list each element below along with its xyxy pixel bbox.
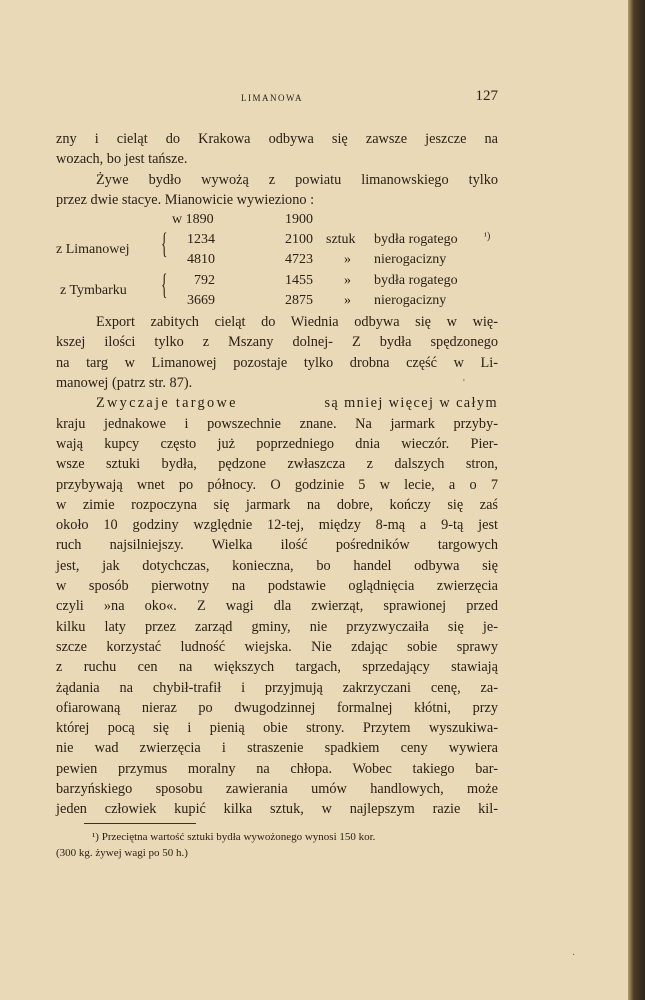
text-line: czyli »na oko«. Z wagi dla zwierząt, sprawionej przed	[56, 598, 498, 615]
text-line: nie wad zwierzęcia i straszenie spadkiem ceny wywiera	[56, 740, 498, 757]
footnote-line: ¹) Przeciętna wartość sztuki bydła wywożonego wynosi 150 kor.	[92, 831, 376, 843]
text-line: manowej (patrz str. 87).	[56, 375, 193, 392]
table-cell: nierogacizny	[374, 293, 447, 309]
export-table	[56, 210, 498, 312]
text-line: której pocą się i pienią obie strony. Przytem wyszukiwa-	[56, 720, 498, 737]
table-group-label: z Limanowej	[56, 242, 130, 258]
paper-speck: '	[463, 378, 465, 389]
footnote	[56, 829, 498, 861]
paper-speck: ·	[572, 950, 576, 961]
table-group-label: z Tymbarku	[60, 283, 127, 299]
book-spine-edge	[628, 0, 645, 1000]
table-cell: »	[344, 252, 351, 268]
text-line: ruch najsilniejszy. Wielka ilość pośredników targowych	[56, 537, 498, 554]
text-line: przybywają wnet po północy. O godzinie 5 w lecie, a o 7	[56, 476, 498, 493]
text-line: na targ w Limanowej pozostaje tylko drobna część w Li-	[56, 354, 498, 371]
footnote-ref: ¹)	[484, 231, 491, 243]
table-cell: »	[344, 273, 351, 289]
brace-icon: {	[161, 268, 168, 302]
spaced-heading: Zwyczaje targowe	[96, 395, 238, 412]
table-cell: 1234	[187, 232, 215, 248]
text-line: wają kupcy często już poprzedniego dnia wieczór. Pier-	[56, 435, 498, 452]
table-cell: 792	[194, 273, 215, 289]
text-line: w zimie rozpoczyna się jarmark na dobre, kończy się zaś	[56, 496, 498, 513]
text-line: wsze sztuki bydła, pędzone zwłaszcza z dalszych stron,	[56, 456, 498, 473]
text-line: wozach, bo jest tańsze.	[56, 151, 188, 168]
text-line: jeden człowiek kupić kilka sztuk, w najlepszym razie kil-	[56, 801, 498, 818]
table-header-1900: 1900	[285, 212, 313, 228]
table-cell: 3669	[187, 293, 215, 309]
table-cell: 2100	[285, 232, 313, 248]
table-cell: 1455	[285, 273, 313, 289]
text-line	[56, 393, 498, 413]
text-line: pewien przymus moralny na chłopa. Wobec takiego bar-	[56, 760, 498, 777]
table-cell: bydła rogatego	[374, 273, 458, 289]
table-cell: nierogacizny	[374, 252, 447, 268]
text-span: są mniej więcej w całym	[324, 395, 498, 412]
page-header	[56, 88, 498, 110]
text-line: z ruchu cen na większych targach, sprzedający stawiają	[56, 659, 498, 676]
text-line: żądania na chybił-trafił i przyjmują zakrzyczani cenę, za-	[56, 679, 498, 696]
brace-icon: {	[161, 227, 168, 261]
text-line: kilku laty przez zarząd gminy, nie przyzwyczaiła się je-	[56, 618, 498, 635]
text-line: ofiarowaną nieraz po dwugodzinnej formalnej kłótni, przy	[56, 699, 498, 716]
text-line: kraju jednakowe i powszechnie znane. Na jarmark przyby-	[56, 415, 498, 432]
table-cell: sztuk	[326, 232, 356, 248]
text-line: Export zabitych cieląt do Wiednia odbywa się w wię-	[96, 314, 498, 331]
text-line: około 10 godziny względnie 12-tej, między 8-mą a 9-tą jest	[56, 517, 498, 534]
text-line: barzyńskiego sposobu zawierania umów handlowych, może	[56, 781, 498, 798]
text-line: szcze korzystać ludność wiejska. Nie zdając sobie sprawy	[56, 638, 498, 655]
page-number: 127	[475, 88, 498, 104]
text-line: kszej ilości tylko z Mszany dolnej- Z bydła spędzonego	[56, 334, 498, 351]
table-cell: »	[344, 293, 351, 309]
footnote-rule	[84, 823, 196, 824]
table-cell: 4810	[187, 252, 215, 268]
body-text	[56, 129, 498, 820]
text-line: w sposób pierwotny na podstawie oglądnięcia zwierzęcia	[56, 578, 498, 595]
footnote-line: (300 kg. żywej wagi po 50 h.)	[56, 847, 188, 859]
text-line: zny i cieląt do Krakowa odbywa się zawsze jeszcze na	[56, 131, 498, 147]
table-header-1890: w 1890	[172, 212, 214, 228]
table-cell: 2875	[285, 293, 313, 309]
text-line: jest, jak dotychczas, konieczna, bo handel odbywa się	[56, 557, 498, 574]
table-cell: 4723	[285, 252, 313, 268]
table-cell: bydła rogatego	[374, 232, 458, 248]
text-line: przez dwie stacye. Mianowicie wywieziono :	[56, 191, 315, 208]
text-line: Żywe bydło wywożą z powiatu limanowskiego tylko	[96, 171, 498, 188]
running-head: LIMANOWA	[241, 93, 303, 103]
